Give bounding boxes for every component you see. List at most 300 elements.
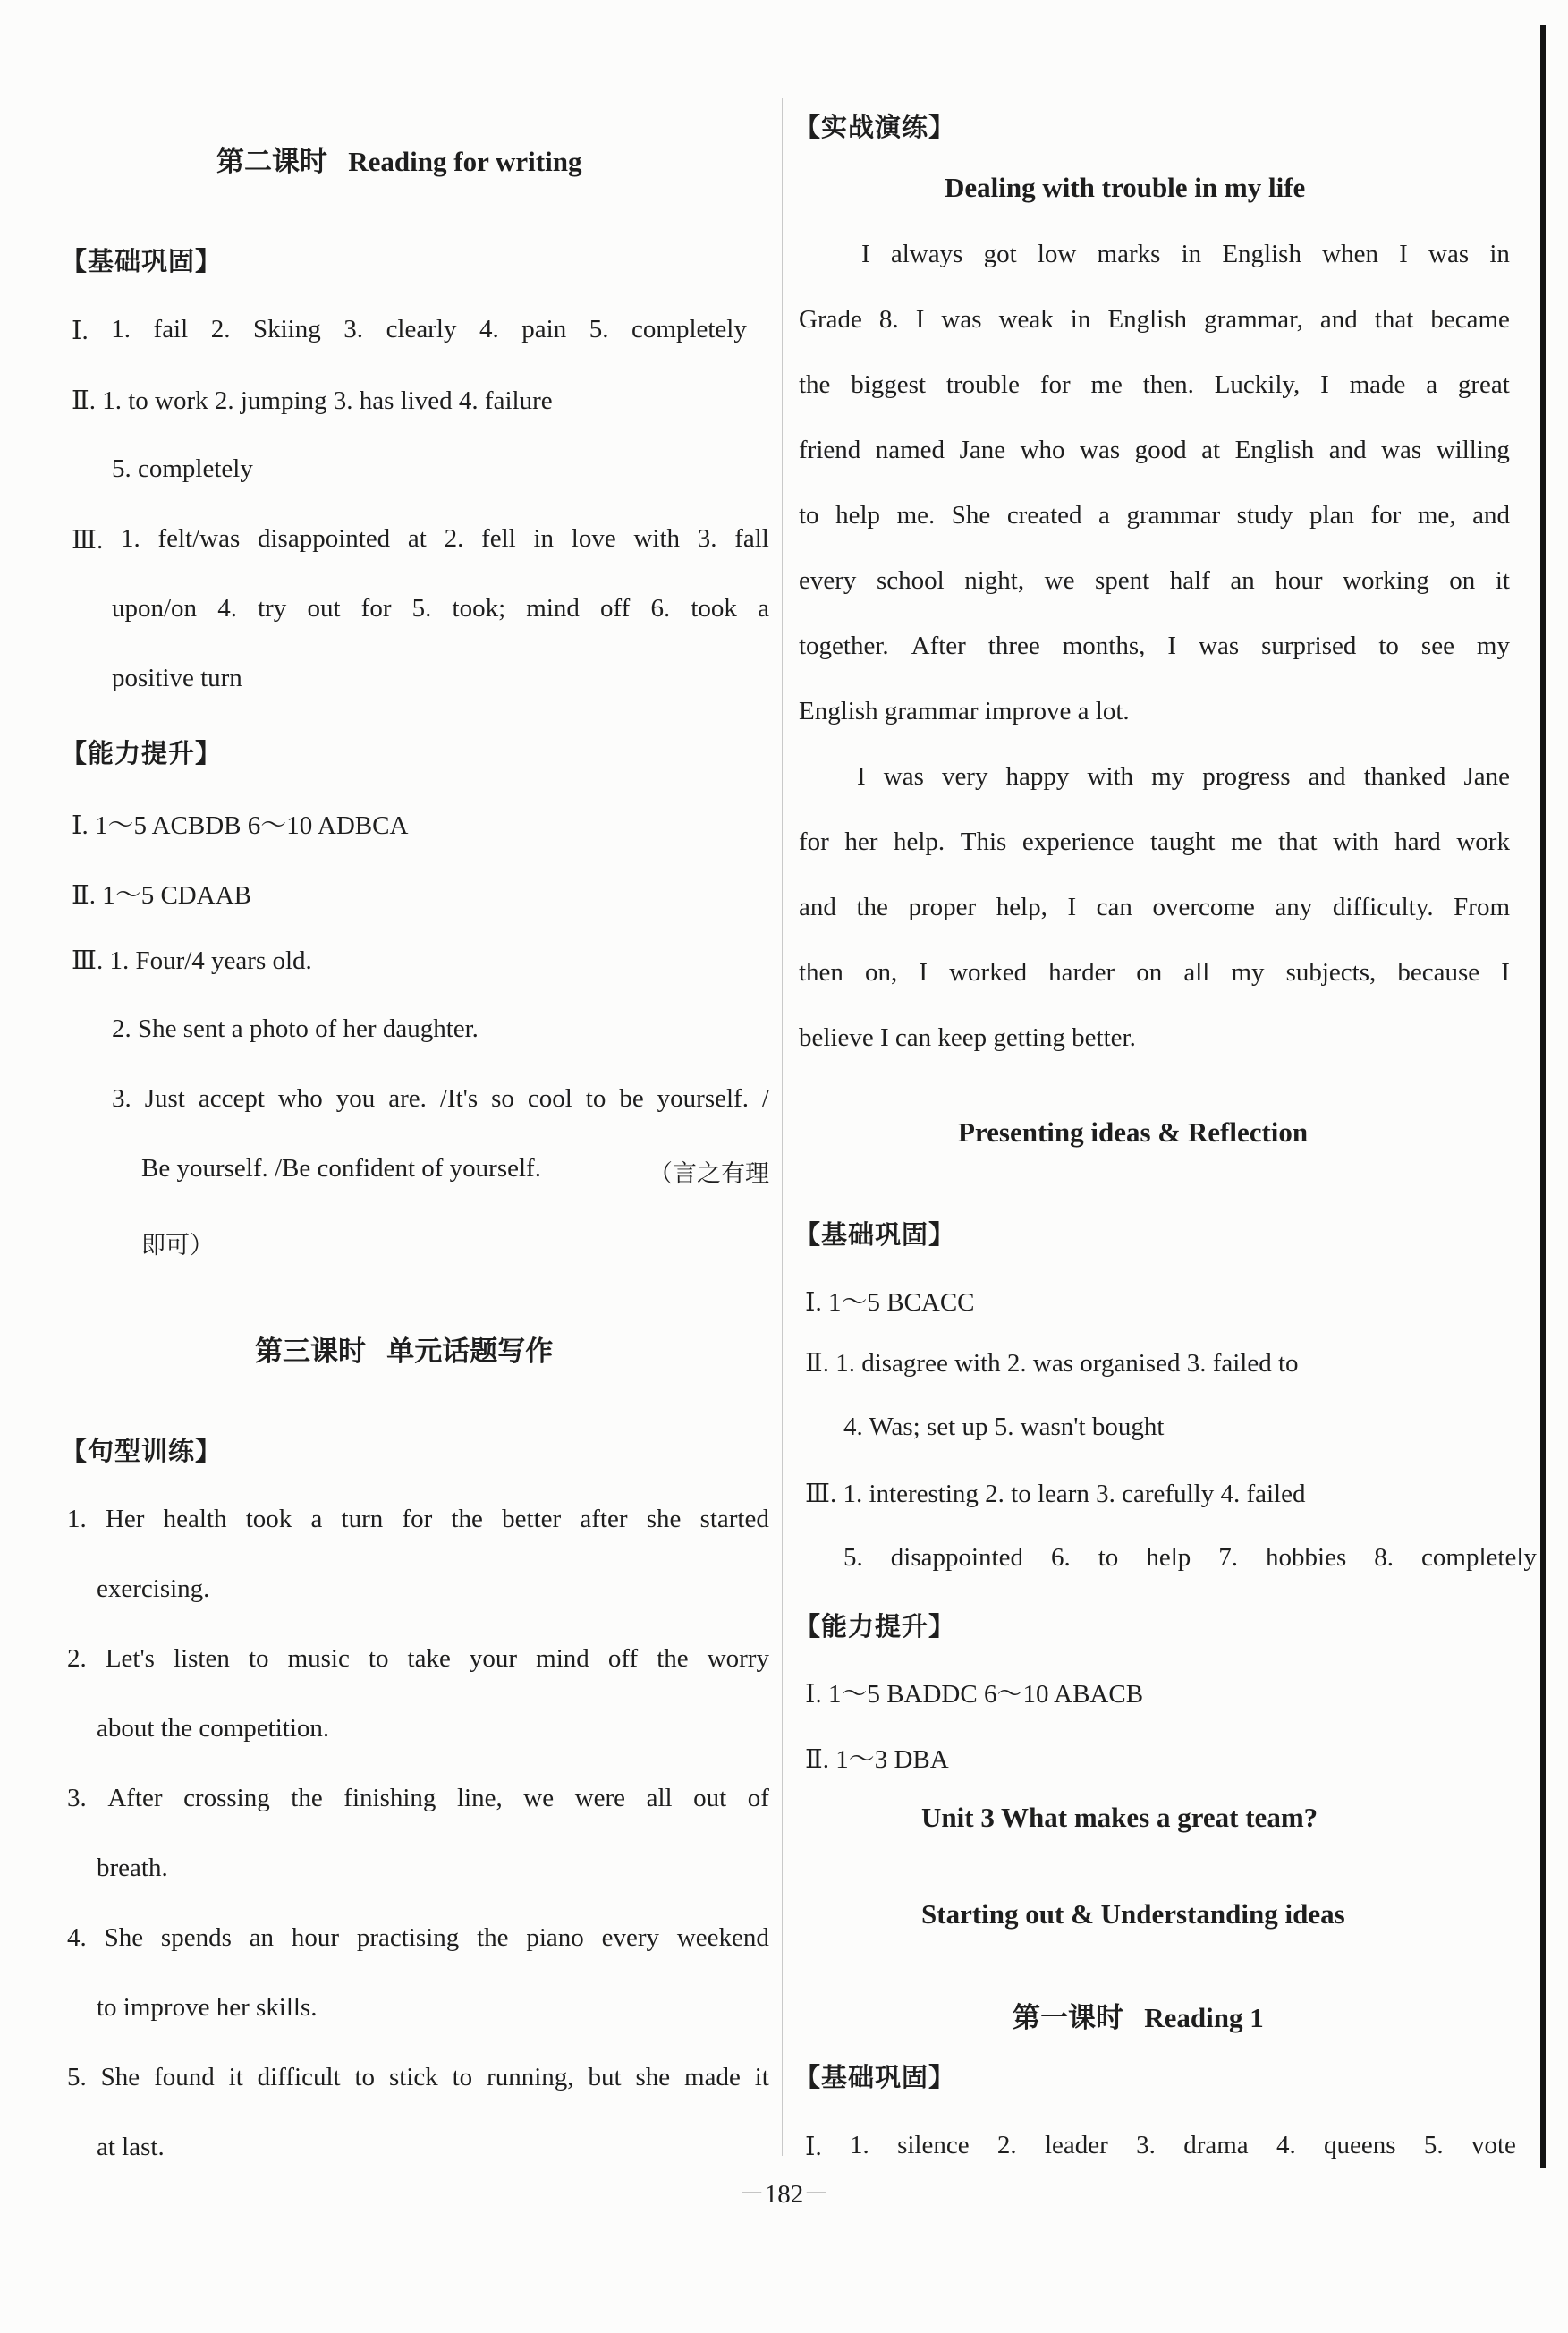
- word: on,: [865, 958, 898, 987]
- basics2-header: 【基础巩固】: [794, 2062, 956, 2092]
- word: grammar: [1126, 501, 1221, 530]
- basics-line: Ⅲ. 1. interesting 2. to learn 3. carefully 4. failed: [805, 1480, 1306, 1508]
- basics-header: 【基础巩固】: [61, 246, 223, 276]
- lesson3-title-cn: 第三课时: [255, 1336, 366, 1368]
- word: for: [799, 827, 829, 856]
- word: biggest: [851, 370, 927, 399]
- word: out: [693, 1784, 727, 1812]
- word: worry: [707, 1644, 769, 1673]
- word: help: [835, 501, 881, 530]
- lesson1-title-cn: 第一课时: [1013, 2002, 1123, 2034]
- word: was: [1428, 240, 1470, 268]
- basics-line: [72, 524, 769, 556]
- word: the: [291, 1784, 323, 1812]
- sentence-line: [67, 1505, 769, 1534]
- word: be: [619, 1084, 644, 1113]
- word: vote: [1471, 2131, 1516, 2159]
- word: the: [477, 1923, 509, 1952]
- word: all: [646, 1784, 673, 1812]
- word: weak: [998, 305, 1054, 334]
- word: worked: [949, 958, 1028, 987]
- word: it: [228, 2063, 243, 2091]
- essay-line: [799, 893, 1510, 922]
- word: on: [1136, 958, 1163, 987]
- word: school: [876, 566, 945, 595]
- lesson1-title-en: Reading 1: [1144, 2002, 1264, 2033]
- word: weekend: [676, 1923, 769, 1952]
- word: the: [856, 893, 888, 921]
- ability-line: 即可）: [141, 1232, 214, 1260]
- word: disappointed: [890, 1543, 1023, 1572]
- word: 4.: [217, 594, 237, 623]
- word: I: [1167, 632, 1177, 660]
- word: queens: [1324, 2131, 1396, 2159]
- ability-line: Ⅰ. 1～5 ACBDB 6～10 ADBCA: [72, 811, 409, 840]
- word: and: [1328, 436, 1367, 464]
- ability-header: 【能力提升】: [61, 738, 223, 768]
- essay-title: Dealing with trouble in my life: [945, 172, 1306, 203]
- word: finishing: [343, 1784, 436, 1812]
- word: stick: [388, 2063, 438, 2091]
- word: to: [1098, 1543, 1119, 1572]
- essay-line: English grammar improve a lot.: [799, 697, 1130, 725]
- word: happy: [1005, 762, 1070, 791]
- word: a: [758, 594, 769, 623]
- word: proper: [908, 893, 977, 921]
- word: 2.: [996, 2131, 1017, 2159]
- word: 3.: [697, 524, 717, 553]
- word: From: [1454, 893, 1510, 921]
- word: were: [574, 1784, 626, 1812]
- ability-line: Ⅰ. 1～5 BADDC 6～10 ABACB: [805, 1680, 1144, 1709]
- word: better: [502, 1505, 562, 1533]
- word: 2.: [67, 1644, 87, 1673]
- word: my: [1231, 958, 1265, 987]
- section-title: Starting out & Understanding ideas: [921, 1898, 1345, 1930]
- sentence-line: breath.: [97, 1854, 168, 1882]
- word: became: [1430, 305, 1510, 334]
- word: for: [360, 594, 392, 623]
- sentence-line: exercising.: [97, 1574, 210, 1603]
- lesson1-title: [1013, 1995, 1264, 2035]
- word: it: [754, 2063, 769, 2091]
- basics-line: Ⅰ. 1～5 BCACC: [805, 1288, 975, 1317]
- essay-line: [799, 958, 1510, 988]
- word: help,: [996, 893, 1047, 921]
- word: who: [277, 1084, 323, 1113]
- word: then: [799, 958, 843, 987]
- word: Jane: [959, 436, 1006, 464]
- word: running,: [487, 2063, 574, 2091]
- word: in: [1181, 240, 1202, 268]
- word: after: [580, 1505, 628, 1533]
- word: every: [601, 1923, 660, 1952]
- essay-line: believe I can keep getting better.: [799, 1023, 1136, 1052]
- word: difficulty.: [1332, 893, 1434, 921]
- word: Luckily,: [1214, 370, 1301, 399]
- sentence-line: to improve her skills.: [97, 1993, 318, 2022]
- word: pain: [521, 315, 567, 344]
- word: She: [104, 1923, 144, 1952]
- word: She: [951, 501, 991, 530]
- word: me: [1090, 370, 1123, 399]
- word: me.: [896, 501, 936, 530]
- lesson3-title-topic: 单元话题写作: [386, 1336, 554, 1368]
- word: great: [1457, 370, 1510, 399]
- word: in: [533, 524, 555, 553]
- word: progress: [1202, 762, 1291, 791]
- word: help.: [893, 827, 945, 856]
- word: with: [1333, 827, 1379, 856]
- word: music: [287, 1644, 350, 1673]
- word: accept: [198, 1084, 265, 1113]
- word: I: [1399, 240, 1408, 268]
- word: 4.: [479, 315, 499, 344]
- basics-line: [112, 594, 769, 624]
- basics-header: 【基础巩固】: [794, 1219, 956, 1250]
- practice-header: 【实战演练】: [794, 112, 956, 142]
- word: hour: [291, 1923, 340, 1952]
- word: found: [154, 2063, 215, 2091]
- word: Ⅰ.: [72, 317, 89, 345]
- word: 5.: [843, 1543, 863, 1572]
- word: try: [258, 594, 287, 623]
- word: Ⅲ.: [72, 526, 104, 555]
- word: off: [600, 594, 631, 623]
- word: subjects,: [1285, 958, 1377, 987]
- sentence-line: [67, 1644, 769, 1674]
- word: 3.: [1136, 2131, 1156, 2159]
- word: Skiing: [253, 315, 321, 344]
- word: good: [1134, 436, 1187, 464]
- word: took: [245, 1505, 292, 1533]
- ability-line: Ⅱ. 1～3 DBA: [805, 1745, 949, 1774]
- word: got: [983, 240, 1017, 268]
- basics-line: 4. Was; set up 5. wasn't bought: [843, 1413, 1165, 1441]
- word: with: [633, 524, 680, 553]
- ability-header: 【能力提升】: [794, 1611, 956, 1642]
- word: took: [691, 594, 737, 623]
- essay-line: [799, 305, 1510, 335]
- word: we: [1044, 566, 1075, 595]
- word: every: [799, 566, 857, 595]
- word: completely: [1421, 1543, 1537, 1572]
- word: mind: [526, 594, 580, 623]
- word: the: [799, 370, 831, 399]
- presenting-title: Presenting ideas & Reflection: [958, 1116, 1309, 1148]
- word: English: [1107, 305, 1188, 334]
- word: out: [307, 594, 341, 623]
- basics-line: Ⅱ. 1. to work 2. jumping 3. has lived 4. failure: [72, 386, 553, 415]
- basics2-line: [805, 2131, 1516, 2162]
- word: in: [1489, 240, 1510, 268]
- word: together.: [799, 632, 889, 660]
- word: listen: [174, 1644, 230, 1673]
- word: study: [1236, 501, 1293, 530]
- word: difficult: [257, 2063, 341, 2091]
- word: clearly: [386, 315, 457, 344]
- word: was: [1381, 436, 1422, 464]
- essay-line: [799, 827, 1510, 857]
- word: After: [911, 632, 966, 660]
- word: leader: [1044, 2131, 1108, 2159]
- word: of: [747, 1784, 769, 1812]
- word: you: [335, 1084, 376, 1113]
- word: all: [1183, 958, 1210, 987]
- word: a: [1426, 370, 1438, 399]
- word: me,: [1417, 501, 1456, 530]
- word: 1.: [850, 2131, 869, 2159]
- word: This: [960, 827, 1007, 856]
- word: to: [1378, 632, 1399, 660]
- word: English: [1234, 436, 1315, 464]
- word: very: [941, 762, 988, 791]
- page-edge-bar: [1540, 25, 1546, 2168]
- word: always: [890, 240, 963, 268]
- word: drama: [1183, 2131, 1249, 2159]
- word: disappointed: [257, 524, 391, 553]
- word: I: [1067, 893, 1077, 921]
- word: made: [684, 2063, 741, 2091]
- word: overcome: [1152, 893, 1255, 921]
- word: the: [657, 1644, 689, 1673]
- word: a: [1098, 501, 1110, 530]
- unit-title: Unit 3 What makes a great team?: [921, 1802, 1318, 1833]
- essay-line: [857, 762, 1510, 792]
- word: I: [919, 958, 928, 987]
- word: I: [915, 305, 925, 334]
- word: for: [1039, 370, 1071, 399]
- word: love: [571, 524, 616, 553]
- word: experience: [1021, 827, 1135, 856]
- word: completely: [631, 315, 747, 344]
- word: marks: [1097, 240, 1161, 268]
- word: then.: [1142, 370, 1194, 399]
- word: help: [1146, 1543, 1191, 1572]
- sentence-line: about the competition.: [97, 1714, 330, 1743]
- word: an: [249, 1923, 275, 1952]
- word: After: [107, 1784, 163, 1812]
- word: piano: [526, 1923, 584, 1952]
- word: working: [1343, 566, 1429, 595]
- word: to: [368, 1644, 389, 1673]
- word: 4.: [67, 1923, 87, 1952]
- word: 1.: [120, 524, 140, 553]
- essay-line: [799, 501, 1510, 530]
- word: /It's: [439, 1084, 479, 1113]
- word: I: [861, 240, 870, 268]
- word: Grade: [799, 305, 862, 334]
- ability-line-text: Be yourself. /Be confident of yourself.: [141, 1154, 541, 1183]
- word: Just: [144, 1084, 185, 1113]
- lesson2-title: [216, 139, 581, 179]
- word: was: [883, 762, 924, 791]
- sentence-header: 【句型训练】: [61, 1436, 223, 1466]
- word: so: [491, 1084, 514, 1113]
- basics-line: Ⅱ. 1. disagree with 2. was organised 3. failed to: [805, 1349, 1299, 1378]
- word: to: [799, 501, 819, 530]
- word: 1.: [67, 1505, 87, 1533]
- word: that: [1278, 827, 1318, 856]
- word: willing: [1436, 436, 1510, 464]
- word: 2.: [444, 524, 464, 553]
- word: me: [1231, 827, 1263, 856]
- word: English: [1222, 240, 1301, 268]
- word: I: [1501, 958, 1510, 987]
- basics-line: [72, 315, 747, 346]
- word: at: [407, 524, 427, 553]
- word: see: [1420, 632, 1454, 660]
- word: months,: [1062, 632, 1146, 660]
- word: Her: [105, 1505, 145, 1533]
- ability-line: [141, 1154, 769, 1189]
- word: 8.: [878, 305, 899, 334]
- word: mind: [536, 1644, 589, 1673]
- word: created: [1006, 501, 1082, 530]
- word: spent: [1095, 566, 1150, 595]
- essay-line: [799, 632, 1510, 661]
- word: can: [1096, 893, 1132, 921]
- word: to: [585, 1084, 606, 1113]
- word: to: [452, 2063, 473, 2091]
- basics-line: [843, 1543, 1537, 1573]
- word: 3.: [67, 1784, 87, 1812]
- word: 3.: [343, 315, 364, 344]
- word: my: [1151, 762, 1185, 791]
- word: for: [1370, 501, 1402, 530]
- page-number: －182－: [738, 2180, 830, 2209]
- word: and: [1319, 305, 1358, 334]
- word: started: [699, 1505, 769, 1533]
- word: took;: [452, 594, 506, 623]
- ability-line-note: （言之有理: [648, 1160, 769, 1188]
- word: to: [354, 2063, 376, 2091]
- word: work: [1456, 827, 1510, 856]
- word: thanked: [1363, 762, 1446, 791]
- word: because: [1397, 958, 1480, 987]
- word: 1.: [111, 315, 131, 344]
- word: turn: [341, 1505, 384, 1533]
- word: a: [310, 1505, 323, 1533]
- basics-line: positive turn: [112, 664, 242, 692]
- word: practising: [356, 1923, 460, 1952]
- word: 5.: [589, 315, 609, 344]
- word: harder: [1048, 958, 1115, 987]
- word: and: [1308, 762, 1346, 791]
- word: hobbies: [1266, 1543, 1347, 1572]
- word: 5.: [67, 2063, 87, 2091]
- essay-line: [799, 370, 1510, 400]
- word: made: [1349, 370, 1406, 399]
- word: to: [248, 1644, 269, 1673]
- word: felt/was: [157, 524, 241, 553]
- ability-line: 2. She sent a photo of her daughter.: [112, 1014, 479, 1043]
- word: silence: [897, 2131, 970, 2159]
- word: She: [100, 2063, 140, 2091]
- word: fail: [153, 315, 189, 344]
- word: her: [844, 827, 878, 856]
- word: she: [635, 2063, 671, 2091]
- word: it: [1495, 566, 1510, 595]
- word: any: [1275, 893, 1313, 921]
- word: cool: [527, 1084, 572, 1113]
- word: who: [1020, 436, 1065, 464]
- word: 5.: [411, 594, 432, 623]
- word: that: [1374, 305, 1414, 334]
- ability-line: Ⅱ. 1～5 CDAAB: [72, 881, 251, 910]
- word: Ⅰ.: [805, 2133, 822, 2161]
- word: for: [402, 1505, 433, 1533]
- word: taught: [1150, 827, 1216, 856]
- lesson3-title: [255, 1328, 553, 1369]
- ability-line: Ⅲ. 1. Four/4 years old.: [72, 946, 312, 975]
- word: crossing: [183, 1784, 270, 1812]
- word: and: [1472, 501, 1510, 530]
- word: Jane: [1463, 762, 1510, 791]
- word: health: [163, 1505, 227, 1533]
- word: the: [451, 1505, 483, 1533]
- word: hard: [1394, 827, 1441, 856]
- word: on: [1449, 566, 1476, 595]
- word: fall: [734, 524, 769, 553]
- word: when: [1322, 240, 1378, 268]
- word: 7.: [1218, 1543, 1239, 1572]
- word: 5.: [1423, 2131, 1444, 2159]
- basics-line: 5. completely: [112, 454, 253, 483]
- word: in: [1070, 305, 1091, 334]
- word: spends: [160, 1923, 232, 1952]
- word: 3.: [112, 1084, 131, 1113]
- word: grammar,: [1204, 305, 1303, 334]
- word: surprised: [1261, 632, 1357, 660]
- word: fell: [481, 524, 516, 553]
- essay-line: [861, 240, 1510, 269]
- word: at: [1201, 436, 1221, 464]
- word: half: [1169, 566, 1210, 595]
- word: she: [646, 1505, 682, 1533]
- word: three: [987, 632, 1040, 660]
- word: plan: [1309, 501, 1354, 530]
- word: Let's: [105, 1644, 155, 1673]
- word: your: [469, 1644, 518, 1673]
- word: /: [761, 1084, 769, 1113]
- word: an: [1230, 566, 1255, 595]
- word: my: [1476, 632, 1510, 660]
- word: 8.: [1374, 1543, 1394, 1572]
- sentence-line: [67, 1784, 769, 1813]
- word: line,: [456, 1784, 503, 1812]
- word: I: [857, 762, 866, 791]
- word: off: [607, 1644, 639, 1673]
- essay-line: [799, 436, 1510, 465]
- word: are.: [388, 1084, 427, 1113]
- word: low: [1037, 240, 1077, 268]
- word: and: [799, 893, 836, 921]
- word: night,: [964, 566, 1025, 595]
- word: named: [875, 436, 945, 464]
- sentence-line: at last.: [97, 2133, 165, 2161]
- word: 2.: [210, 315, 231, 344]
- ability-line: [112, 1084, 769, 1114]
- word: 6.: [1050, 1543, 1071, 1572]
- word: friend: [799, 436, 861, 464]
- essay-line: [799, 566, 1510, 596]
- sentence-line: [67, 1923, 769, 1953]
- word: but: [588, 2063, 622, 2091]
- lesson2-title-en: Reading for writing: [348, 146, 582, 177]
- sentence-line: [67, 2063, 769, 2092]
- word: we: [523, 1784, 555, 1812]
